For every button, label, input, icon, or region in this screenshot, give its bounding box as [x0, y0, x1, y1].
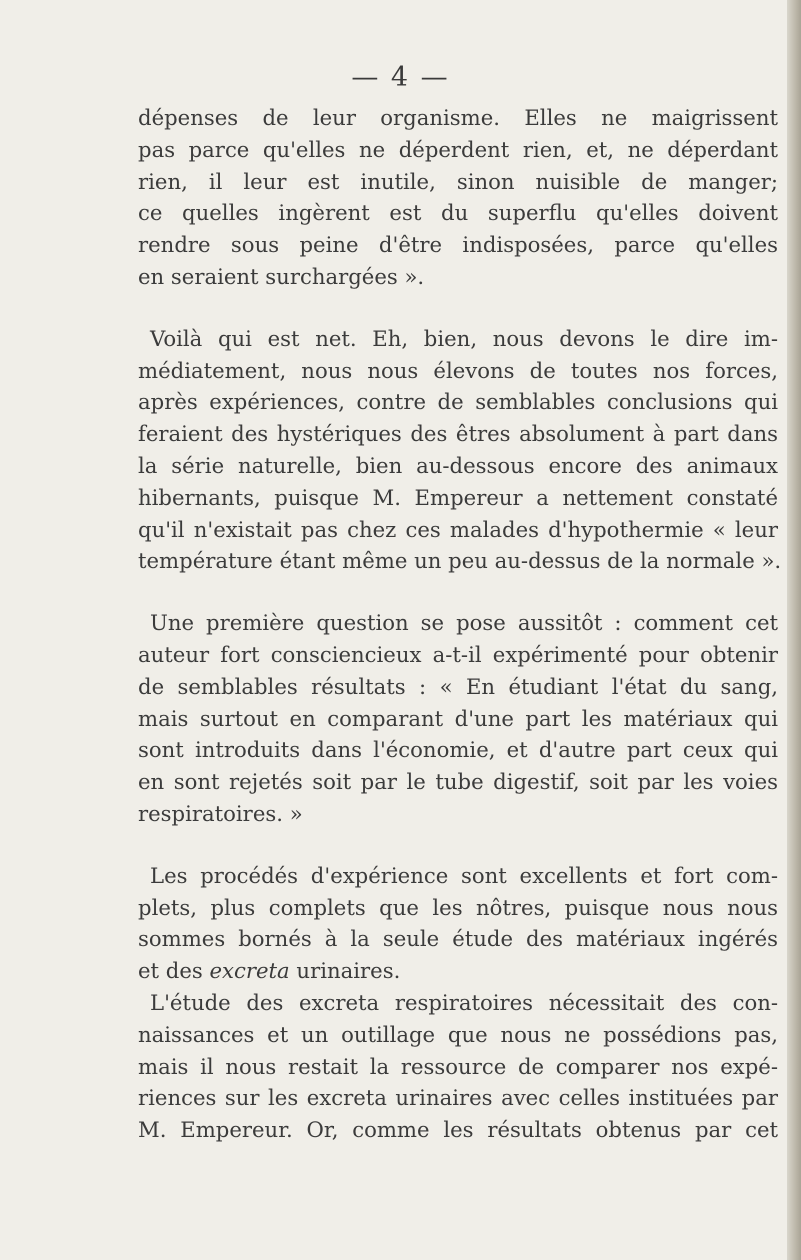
text-fragment: et des [138, 958, 203, 984]
paragraph-2 [138, 323, 782, 577]
text-line: naissances et un outillage que nous ne possédions pas, [138, 1021, 778, 1047]
paragraph-4 [138, 860, 778, 987]
text-line: rendre sous peine d'être indisposées, parce qu'elles [138, 232, 778, 258]
text-line: Une première question se pose aussitôt : comment cet [150, 610, 778, 636]
page-edge [787, 0, 801, 1260]
text-line: dépenses de leur organisme. Elles ne maigrissent [138, 105, 778, 130]
text-line: L'étude des excreta respiratoires nécessitait des con- [150, 989, 778, 1015]
text-line: plets, plus complets que les nôtres, puisque nous nous [138, 894, 778, 920]
text-line: de semblables résultats : « En étudiant l'état du sang, [138, 673, 778, 699]
paragraph-1 [138, 102, 778, 293]
text-line: sommes bornés à la seule étude des matériaux ingérés [138, 926, 778, 952]
text-line: M. Empereur. Or, comme les résultats obtenus par cet [138, 1117, 778, 1143]
text-line: en seraient surchargées ». [138, 263, 425, 289]
text-fragment: urinaires. [289, 958, 401, 984]
text-line: hibernants, puisque M. Empereur a nettement constaté [138, 484, 778, 510]
text-line: respiratoires. » [138, 800, 303, 826]
text-line: la série naturelle, bien au-dessous encore des animaux [138, 452, 778, 478]
italic-term: excreta [209, 958, 290, 984]
text-line: sont introduits dans l'économie, et d'autre part ceux qui [138, 737, 778, 763]
text-line: mais il nous restait la ressource de comparer nos expé- [138, 1053, 778, 1079]
text-line: Voilà qui est net. Eh, bien, nous devons le dire im- [150, 325, 778, 351]
text-line: température étant même un peu au-dessus de la normale ». [138, 548, 782, 574]
text-line [138, 955, 778, 987]
text-line: en sont rejetés soit par le tube digestif, soit par les voies [138, 769, 778, 795]
text-line: feraient des hystériques des êtres absolument à part dans [138, 421, 778, 447]
text-line: médiatement, nous nous élevons de toutes nos forces, [138, 357, 778, 383]
paragraph-5 [138, 987, 778, 1146]
body-text [138, 102, 782, 1146]
page-number: — 4 — [351, 62, 450, 93]
text-line: après expériences, contre de semblables conclusions qui [138, 389, 778, 415]
text-line: qu'il n'existait pas chez ces malades d'hypothermie « leur [138, 516, 778, 542]
text-line: ce quelles ingèrent est du superflu qu'elles doivent [138, 200, 778, 226]
text-line: rien, il leur est inutile, sinon nuisible de manger; [138, 168, 778, 194]
text-line: mais surtout en comparant d'une part les matériaux qui [138, 705, 778, 731]
text-line: pas parce qu'elles ne déperdent rien, et, ne déperdant [138, 136, 778, 162]
text-line: auteur fort consciencieux a-t-il expérimenté pour obtenir [138, 641, 778, 667]
text-line: riences sur les excreta urinaires avec celles instituées par [138, 1085, 778, 1111]
text-line: Les procédés d'expérience sont excellents et fort com- [150, 862, 778, 888]
paragraph-3 [138, 607, 778, 830]
